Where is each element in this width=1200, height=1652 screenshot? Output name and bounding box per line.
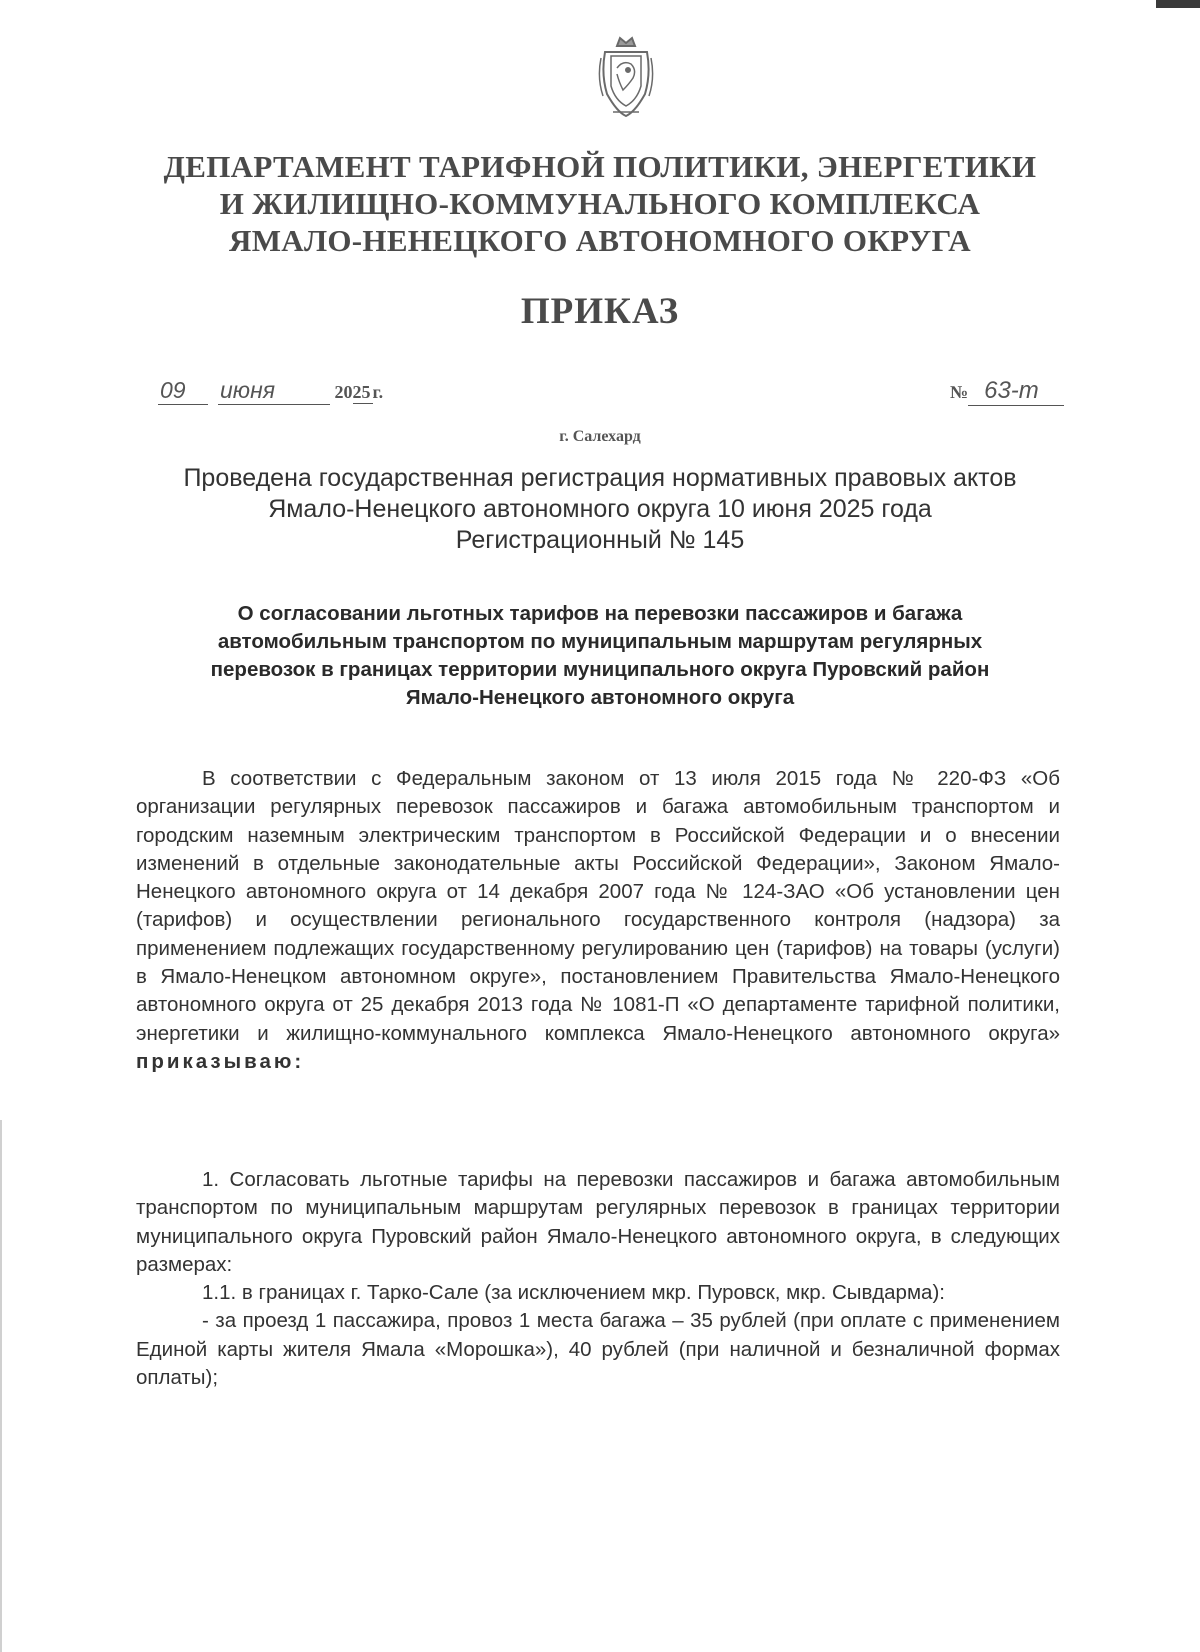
scan-edge-line [0, 1120, 2, 1652]
subject-line: Ямало-Ненецкого автономного округа [405, 686, 795, 709]
registration-note [120, 463, 1080, 556]
department-line: И ЖИЛИЩНО-КОММУНАЛЬНОГО КОМПЛЕКСА [219, 186, 981, 221]
date-month: июня [218, 377, 330, 405]
department-line: ДЕПАРТАМЕНТ ТАРИФНОЙ ПОЛИТИКИ, ЭНЕРГЕТИКИ [163, 149, 1037, 184]
order-subject [100, 600, 1100, 712]
preamble-paragraph [136, 765, 1060, 1076]
item-1-1-fare: - за проезд 1 пассажира, провоз 1 места багажа – 35 рублей (при оплате с применением Единой карты жителя Ямала «Морошка»), 40 рублей (при наличной и безналичной формах оплаты); [136, 1309, 1060, 1390]
number-value: 63-т [968, 377, 1064, 406]
department-name [60, 148, 1140, 259]
subject-line: автомобильным транспортом по муниципальным маршрутам регулярных [217, 630, 983, 653]
order-items [136, 1166, 1060, 1392]
registration-line: Регистрационный № 145 [455, 526, 745, 554]
subject-line: О согласовании льготных тарифов на перевозки пассажиров и багажа [237, 602, 963, 625]
scan-corner-mark [1156, 0, 1200, 8]
date-day: 09 [158, 377, 208, 405]
department-line: ЯМАЛО-НЕНЕЦКОГО АВТОНОМНОГО ОКРУГА [229, 223, 971, 258]
preamble-text: В соответствии с Федеральным законом от 13 июля 2015 года № 220-ФЗ «Об организации регулярных перевозок пассажиров и багажа автомобильным транспортом и городским наземным электрическим транспортом в Российской Федерации и о внесении изменений в отдельные законодательные акты Российской Федерации», Законом Ямало-Ненецкого автономного округа от 14 декабря 2007 года № 124-ЗАО «Об установлении цен (тарифов) и осуществлении регионального государственного контроля (надзора) за применением подлежащих государственному регулированию цен (тарифов) на товары (услуги) в Ямало-Ненецком автономном округе», постановлением Правительства Ямало-Ненецкого автономного округа от 25 декабря 2013 года № 1081-П «О департаменте тарифной политики, энергетики и жилищно-коммунального комплекса Ямало-Ненецкого автономного округа» [136, 767, 1060, 1045]
coat-of-arms-icon [593, 34, 659, 120]
order-number [950, 377, 1064, 406]
date-year-hand: 25 [352, 382, 371, 402]
city: г. Салехард [559, 428, 641, 445]
order-date [158, 377, 383, 405]
item-1-1: 1.1. в границах г. Тарко-Сале (за исключением мкр. Пуровск, мкр. Сывдарма): [202, 1281, 945, 1305]
order-word: приказываю: [136, 1049, 305, 1073]
registration-line: Ямало-Ненецкого автономного округа 10 июня 2025 года [268, 495, 932, 523]
item-1: 1. Согласовать льготные тарифы на перевозки пассажиров и багажа автомобильным транспортом по муниципальным маршрутам регулярных перевозок в границах территории муниципального округа Пуровский район Ямало-Ненецкого автономного округа, в следующих размерах: [136, 1168, 1060, 1276]
subject-line: перевозок в границах территории муниципального округа Пуровский район [210, 658, 990, 681]
date-year-prefix: 20 [334, 382, 353, 402]
document-type: ПРИКАЗ [520, 291, 680, 332]
registration-line: Проведена государственная регистрация нормативных правовых актов [183, 464, 1017, 492]
number-label: № [950, 382, 969, 402]
date-suffix: г. [372, 382, 384, 402]
